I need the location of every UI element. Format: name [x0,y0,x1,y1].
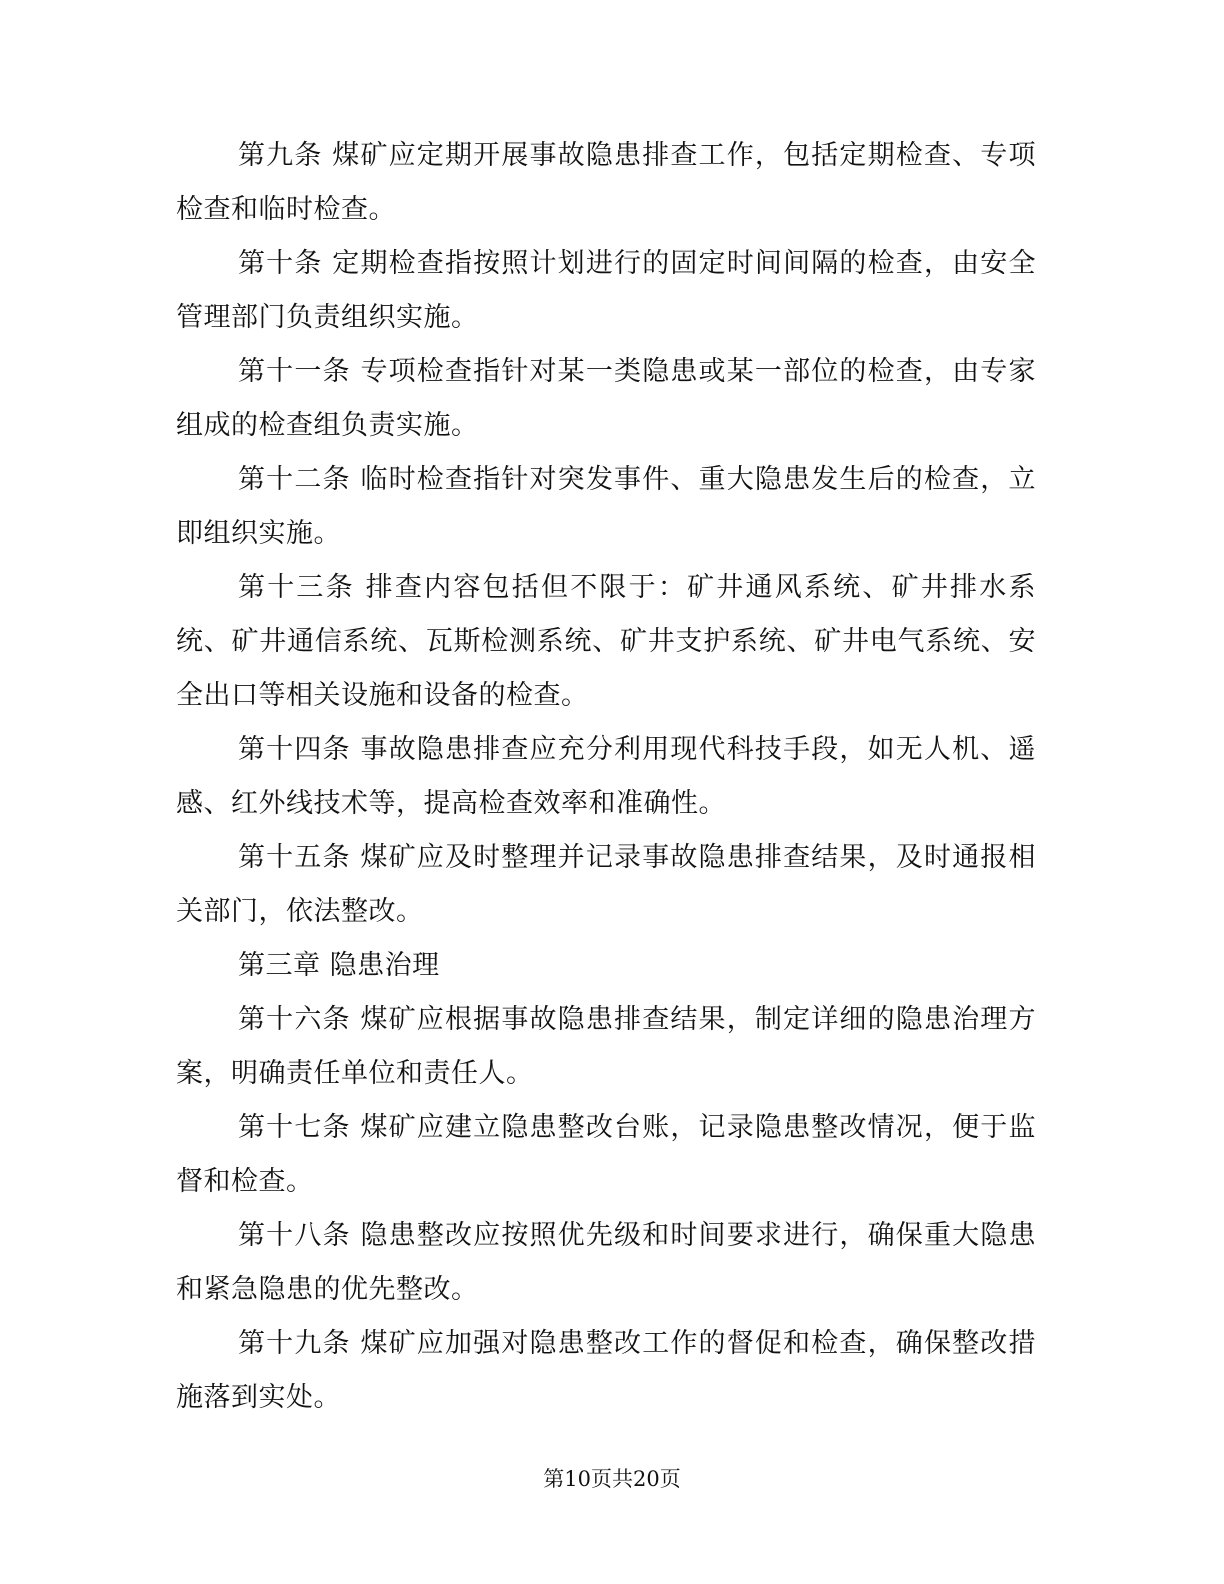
article-13-paragraph: 第十三条 排查内容包括但不限于：矿井通风系统、矿井排水系统、矿井通信系统、瓦斯检测系统、矿井支护系统、矿井电气系统、安全出口等相关设施和设备的检查。 [176,572,1036,711]
document-body [176,129,1036,1425]
article-11-paragraph: 第十一条 专项检查指针对某一类隐患或某一部位的检查，由专家组成的检查组负责实施。 [176,356,1036,441]
page-number-footer: 第10页共20页 [543,1467,681,1491]
article-14-paragraph: 第十四条 事故隐患排查应充分利用现代科技手段，如无人机、遥感、红外线技术等，提高检查效率和准确性。 [176,734,1036,819]
chapter-3-heading: 第三章 隐患治理 [238,950,440,981]
article-12-paragraph: 第十二条 临时检查指针对突发事件、重大隐患发生后的检查，立即组织实施。 [176,464,1036,549]
article-10-paragraph: 第十条 定期检查指按照计划进行的固定时间间隔的检查，由安全管理部门负责组织实施。 [176,248,1036,333]
article-9-paragraph: 第九条 煤矿应定期开展事故隐患排查工作，包括定期检查、专项检查和临时检查。 [176,140,1036,225]
article-17-paragraph: 第十七条 煤矿应建立隐患整改台账，记录隐患整改情况，便于监督和检查。 [176,1112,1036,1197]
article-16-paragraph: 第十六条 煤矿应根据事故隐患排查结果，制定详细的隐患治理方案，明确责任单位和责任人。 [176,1004,1036,1089]
article-19-paragraph: 第十九条 煤矿应加强对隐患整改工作的督促和检查，确保整改措施落到实处。 [176,1328,1036,1413]
article-15-paragraph: 第十五条 煤矿应及时整理并记录事故隐患排查结果，及时通报相关部门，依法整改。 [176,842,1036,927]
article-18-paragraph: 第十八条 隐患整改应按照优先级和时间要求进行，确保重大隐患和紧急隐患的优先整改。 [176,1220,1036,1305]
